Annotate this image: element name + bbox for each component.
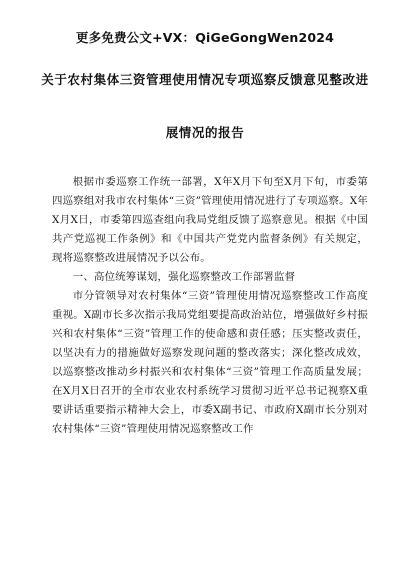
page-header-watermark: 更多免费公文+VX：QiGeGongWen2024: [75, 30, 335, 45]
document-title-line-1: 关于农村集体三资管理使用情况专项巡察反馈意见整改进: [41, 72, 369, 87]
document-title-line-2: 展情况的报告: [165, 125, 245, 140]
body-paragraph: 市分管领导对农村集体“三资”管理使用情况巡察整改工作高度重视。X副市长多次指示我局党组要提高政治站位，增强做好乡村振兴和农村集体“三资”管理工作的使命感和责任感；压实整改责任，以坚决有力的措施做好巡察发现问题的整改落实；深化整改成效，以巡察整改推动乡村振兴和农村集体“三资”管理工作高质量发展；在X月X日召开的全市农业农村系统学习贯彻习近平总书记视察X重要讲话重要指示精神大会上，市委X副书记、市政府X副市长分别对农村集体“三资”管理使用情况巡察整改工作: [52, 290, 368, 435]
document-body: [52, 173, 368, 439]
intro-paragraph: 根据市委巡察工作统一部署，X年X月下旬至X月下旬，市委第四巡察组对我市农村集体“三资”管理使用情况进行了专项巡察。X年X月X日，市委第四巡查组向我局党组反馈了巡察意见。根据《中国共产党巡视工作条例》和《中国共产党党内监督条例》有关规定，现将巡察整改进展情况予以公布。: [52, 176, 368, 264]
section-heading-1: 一、高位统筹谋划，强化巡察整改工作部署监督: [72, 271, 296, 283]
